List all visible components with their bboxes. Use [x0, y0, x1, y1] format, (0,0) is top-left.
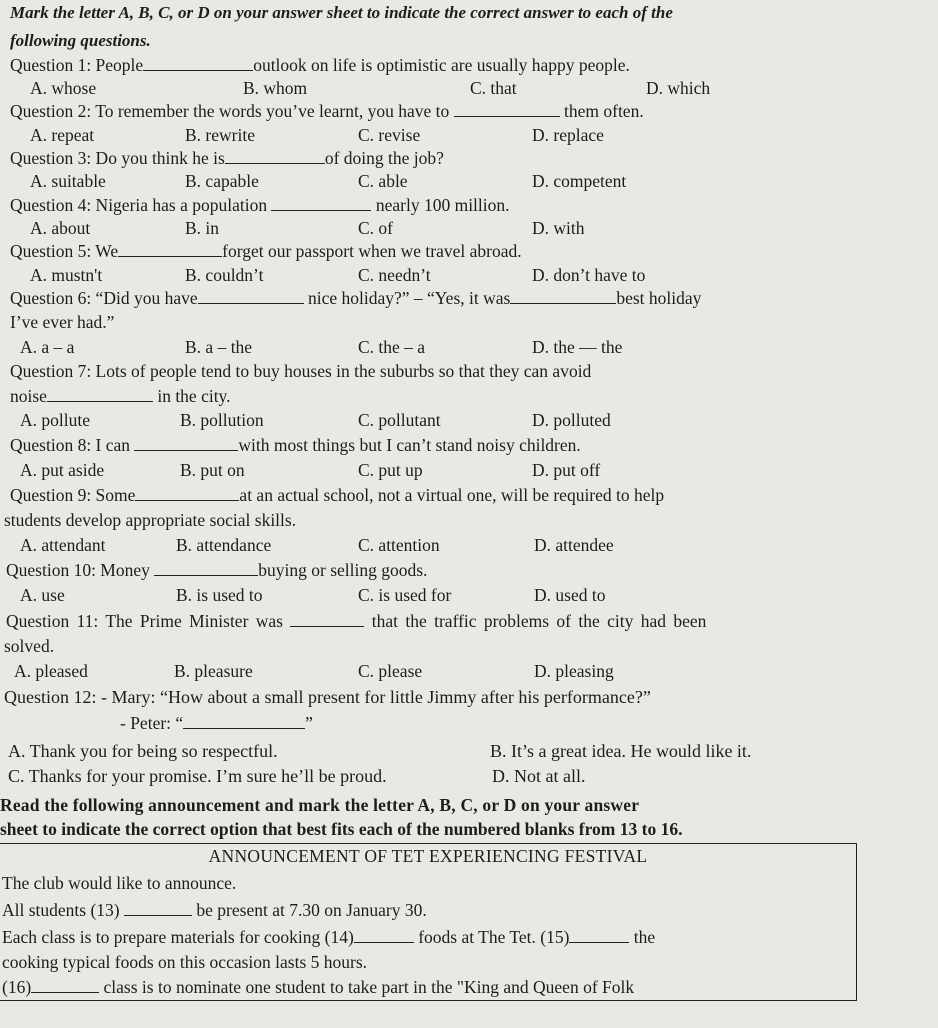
q1-option-b[interactable]: B. whom [243, 78, 308, 98]
question-10-blank[interactable] [154, 559, 258, 576]
announcement-line-3-middle: foods at The Tet. (15) [418, 927, 570, 947]
announcement-line-1: The club would like to announce. [2, 873, 237, 893]
instructions-line-1: Mark the letter A, B, C, or D on your answer sheet to indicate the correct answer to each of the [10, 3, 673, 22]
question-12-peter-start: - Peter: “ [120, 713, 184, 733]
announcement-line-3-start: Each class is to prepare materials for cooking (14) [2, 927, 354, 947]
question-5-text-start: Question 5: We [10, 241, 119, 261]
q5-option-d[interactable]: D. don’t have to [532, 265, 646, 285]
q7-option-c[interactable]: C. pollutant [358, 410, 441, 430]
question-3-text-end: of doing the job? [324, 148, 444, 168]
question-4-blank[interactable] [271, 194, 371, 211]
q12-option-c[interactable]: C. Thanks for your promise. I’m sure he’ll be proud. [8, 766, 387, 786]
question-6-text-start: Question 6: “Did you have [10, 288, 198, 308]
question-2 [10, 100, 644, 122]
question-5-blank[interactable] [118, 240, 222, 257]
question-6-blank-1[interactable] [198, 287, 304, 304]
q8-option-b[interactable]: B. put on [180, 460, 245, 480]
reading-instruction-line-1: Read the following announcement and mark the letter A, B, C, or D on your answer [0, 795, 640, 815]
question-4-text-start: Question 4: Nigeria has a population [10, 195, 268, 215]
q4-option-a[interactable]: A. about [30, 218, 91, 238]
q6-option-d[interactable]: D. the — the [532, 337, 623, 357]
q7-option-d[interactable]: D. polluted [532, 410, 611, 430]
q9-option-c[interactable]: C. attention [358, 535, 440, 555]
question-1-blank[interactable] [143, 54, 253, 71]
blank-13[interactable] [124, 899, 192, 916]
announcement-line-2 [2, 899, 427, 921]
instructions-line-2: following questions. [10, 31, 151, 50]
question-4 [10, 194, 510, 216]
question-7-blank[interactable] [47, 385, 153, 402]
announcement-line-5-end: class is to nominate one student to take part in the "King and Queen of Folk [103, 977, 635, 997]
question-9-continued: students develop appropriate social skills. [4, 510, 297, 530]
question-8-text-start: Question 8: I can [10, 435, 131, 455]
question-6 [10, 287, 701, 309]
q9-option-d[interactable]: D. attendee [534, 535, 614, 555]
announcement-title: ANNOUNCEMENT OF TET EXPERIENCING FESTIVAL [208, 846, 648, 866]
reading-instruction-line-2: sheet to indicate the correct option that best fits each of the numbered blanks from 13 to 16. [0, 819, 683, 839]
q4-option-d[interactable]: D. with [532, 218, 585, 238]
question-9-blank[interactable] [135, 484, 239, 501]
question-3-blank[interactable] [225, 147, 325, 164]
q2-option-a[interactable]: A. repeat [30, 125, 95, 145]
question-11-text-start: Question 11: The Prime Minister was [6, 611, 283, 631]
question-10-text-end: buying or selling goods. [258, 560, 428, 580]
question-11-continued: solved. [4, 636, 55, 656]
q12-option-b[interactable]: B. It’s a great idea. He would like it. [490, 741, 752, 761]
question-5 [10, 240, 522, 262]
announcement-line-3 [2, 926, 655, 948]
question-11-blank[interactable] [290, 610, 364, 627]
q5-option-a[interactable]: A. mustn't [30, 265, 103, 285]
q11-option-a[interactable]: A. pleased [14, 661, 88, 681]
question-10 [6, 559, 427, 581]
question-12: Question 12: - Mary: “How about a small present for little Jimmy after his performance?” [4, 687, 651, 707]
q11-option-b[interactable]: B. pleasure [174, 661, 253, 681]
q1-option-a[interactable]: A. whose [30, 78, 97, 98]
question-12-peter-end: ” [305, 713, 313, 733]
question-4-text-end: nearly 100 million. [375, 195, 510, 215]
q4-option-b[interactable]: B. in [185, 218, 220, 238]
q8-option-d[interactable]: D. put off [532, 460, 601, 480]
q2-option-d[interactable]: D. replace [532, 125, 604, 145]
q3-option-d[interactable]: D. competent [532, 171, 627, 191]
question-8 [10, 434, 581, 456]
question-12-blank[interactable] [183, 712, 305, 729]
q7-option-b[interactable]: B. pollution [180, 410, 264, 430]
q6-option-c[interactable]: C. the – a [358, 337, 426, 357]
announcement-line-2-end: be present at 7.30 on January 30. [196, 900, 427, 920]
q10-option-d[interactable]: D. used to [534, 585, 606, 605]
question-5-text-end: forget our passport when we travel abroad. [222, 241, 522, 261]
q9-option-a[interactable]: A. attendant [20, 535, 106, 555]
q12-option-d[interactable]: D. Not at all. [492, 766, 586, 786]
question-12-peter [120, 712, 313, 734]
q5-option-b[interactable]: B. couldn’t [185, 265, 264, 285]
question-3-text-start: Question 3: Do you think he is [10, 148, 225, 168]
question-8-text-end: with most things but I can’t stand noisy children. [238, 435, 581, 455]
question-2-text-end: them often. [564, 101, 644, 121]
q12-option-a[interactable]: A. Thank you for being so respectful. [8, 741, 278, 761]
question-6-continued: I’ve ever had.” [10, 312, 115, 332]
question-7-cont-start: noise [10, 386, 47, 406]
q3-option-b[interactable]: B. capable [185, 171, 259, 191]
q1-option-d[interactable]: D. which [646, 78, 711, 98]
question-10-text-start: Question 10: Money [6, 560, 150, 580]
q5-option-c[interactable]: C. needn’t [358, 265, 431, 285]
blank-14[interactable] [354, 926, 414, 943]
q8-option-c[interactable]: C. put up [358, 460, 423, 480]
question-8-blank[interactable] [134, 434, 238, 451]
question-3 [10, 147, 444, 169]
q10-option-a[interactable]: A. use [20, 585, 65, 605]
blank-15[interactable] [569, 926, 629, 943]
q2-option-c[interactable]: C. revise [358, 125, 421, 145]
question-7-cont-end: in the city. [157, 386, 231, 406]
q8-option-a[interactable]: A. put aside [20, 460, 105, 480]
q3-option-a[interactable]: A. suitable [30, 171, 106, 191]
q2-option-b[interactable]: B. rewrite [185, 125, 255, 145]
question-7: Question 7: Lots of people tend to buy houses in the suburbs so that they can avoid [10, 361, 592, 381]
q11-option-c[interactable]: C. please [358, 661, 423, 681]
q1-option-c[interactable]: C. that [470, 78, 517, 98]
question-6-text-middle: nice holiday?” – “Yes, it was [307, 288, 511, 308]
question-1 [10, 54, 630, 76]
blank-16[interactable] [31, 976, 99, 993]
announcement-line-2-start: All students (13) [2, 900, 120, 920]
question-6-blank-2[interactable] [510, 287, 616, 304]
q11-option-d[interactable]: D. pleasing [534, 661, 614, 681]
announcement-line-5 [2, 976, 634, 998]
question-7-continued [10, 385, 231, 407]
question-9-text-end: at an actual school, not a virtual one, will be required to help [239, 485, 665, 505]
q4-option-c[interactable]: C. of [358, 218, 393, 238]
announcement-line-4: cooking typical foods on this occasion lasts 5 hours. [2, 952, 368, 972]
question-11-text-end: that the traffic problems of the city had been [371, 611, 707, 631]
question-9-text-start: Question 9: Some [10, 485, 136, 505]
q6-option-a[interactable]: A. a – a [20, 337, 75, 357]
announcement-line-3-end: the [633, 927, 656, 947]
question-1-text-start: Question 1: People [10, 55, 144, 75]
q9-option-b[interactable]: B. attendance [176, 535, 272, 555]
announcement-line-5-start: (16) [2, 977, 32, 997]
question-11 [6, 610, 706, 632]
question-6-text-end: best holiday [616, 288, 702, 308]
q10-option-b[interactable]: B. is used to [176, 585, 263, 605]
question-1-text-end: outlook on life is optimistic are usually happy people. [253, 55, 630, 75]
q3-option-c[interactable]: C. able [358, 171, 408, 191]
q6-option-b[interactable]: B. a – the [185, 337, 253, 357]
question-2-text-start: Question 2: To remember the words you’ve learnt, you have to [10, 101, 450, 121]
question-9 [10, 484, 664, 506]
question-2-blank[interactable] [454, 100, 560, 117]
q10-option-c[interactable]: C. is used for [358, 585, 452, 605]
q7-option-a[interactable]: A. pollute [20, 410, 90, 430]
